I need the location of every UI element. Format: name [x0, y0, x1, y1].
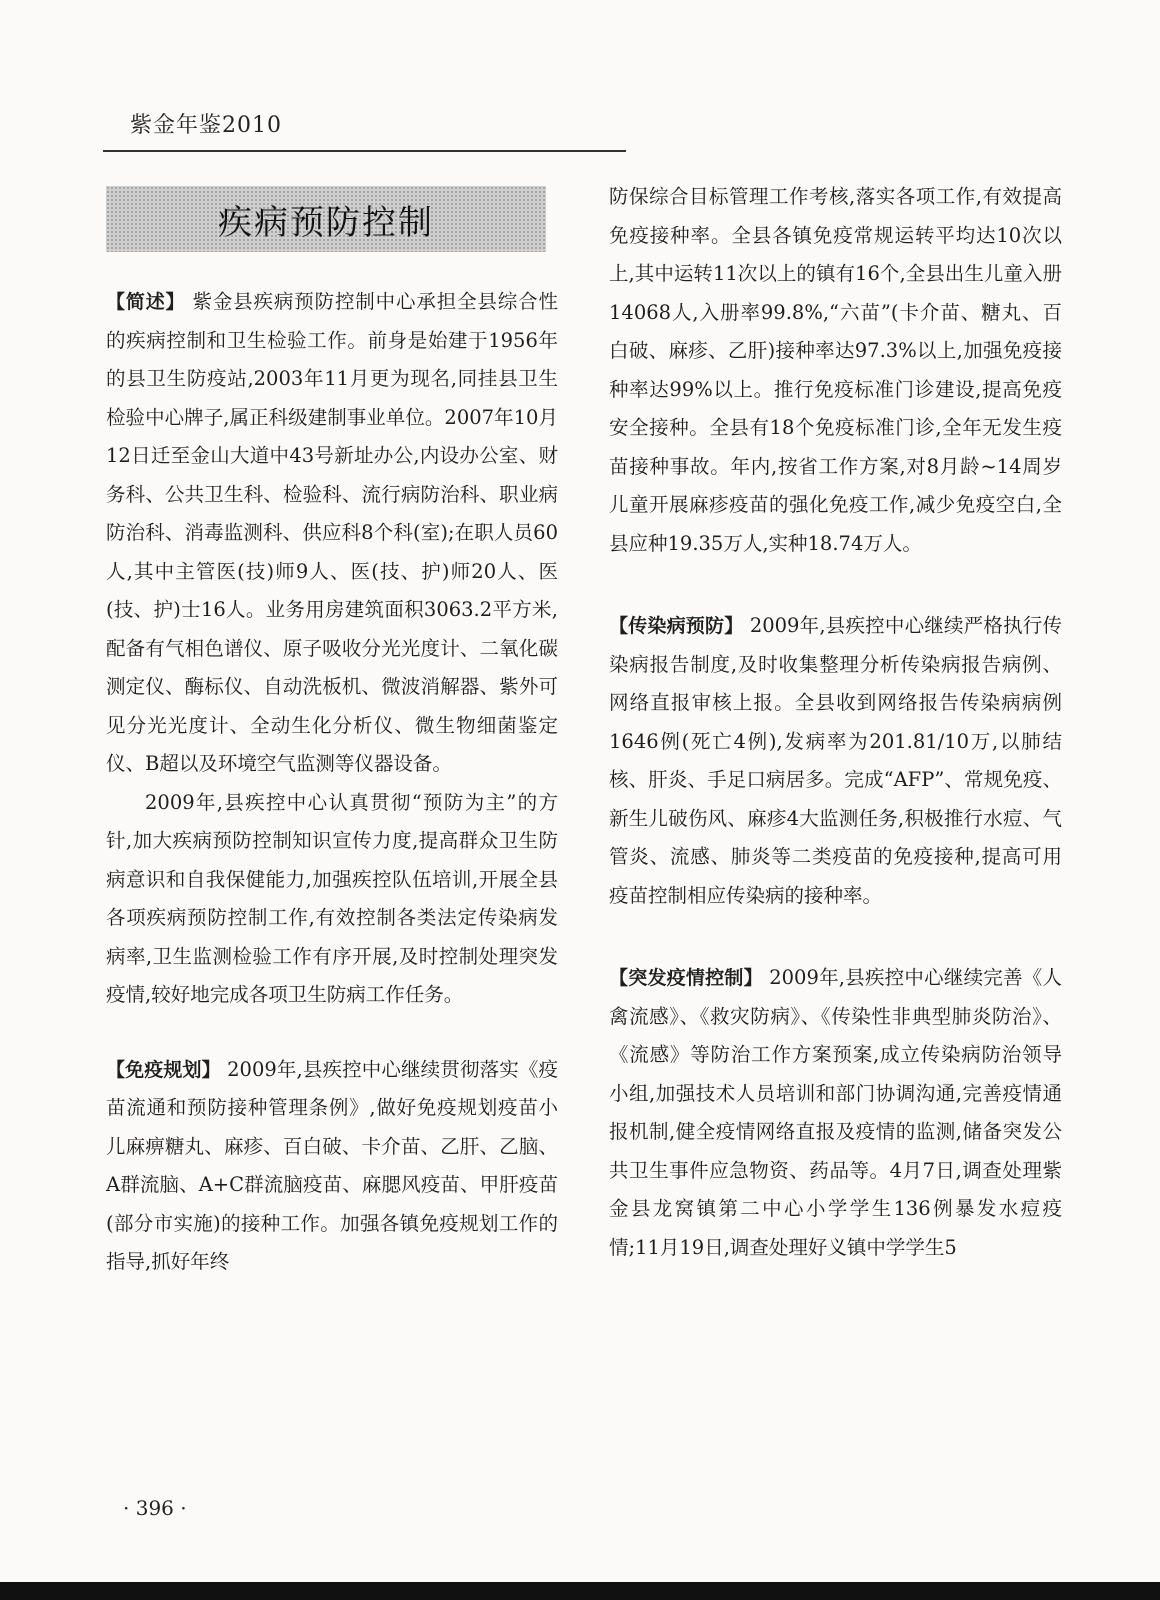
paragraph-summary-2009: 2009年,县疾控中心认真贯彻“预防为主”的方针,加大疾病预防控制知识宣传力度,提高群众卫生防病意识和自我保健能力,加强疾控队伍培训,开展全县各项疾病预防控制工作,有效控制各类法定传染病发病率,卫生监测检验工作有序开展,及时控制处理突发疫情,较好地完成各项卫生防病工作任务。	[106, 790, 558, 1006]
paragraph-immunization-continued: 防保综合目标管理工作考核,落实各项工作,有效提高免疫接种率。全县各镇免疫常规运转平均达10次以上,其中运转11次以上的镇有16个,全县出生儿童入册14068人,入册率99.8%,“六苗”(卡介苗、糖丸、百白破、麻疹、乙肝)接种率达97.3%以上,加强免疫接种率达99%以上。推行免疫标准门诊建设,提高免疫安全接种。全县有18个免疫标准门诊,全年无发生疫苗接种事故。年内,按省工作方案,对8月龄~14周岁儿童开展麻疹疫苗的强化免疫工作,减少免疫空白,全县应种19.35万人,实种18.74万人。	[609, 185, 1062, 555]
infectious-disease-text: 2009年,县疾控中心继续严格执行传染病报告制度,及时收集整理分析传染病报告病例、网络直报审核上报。全县收到网络报告传染病病例1646例(死亡4例),发病率为201.81/10万,以肺结核、肝炎、手足口病居多。完成“AFP”、常规免疫、新生儿破伤风、麻疹4大监测任务,积极推行水痘、气管炎、流感、肺炎等二类疫苗的免疫接种,提高可用疫苗控制相应传染病的接种率。	[609, 614, 1062, 907]
section-title: 疾病预防控制	[218, 202, 434, 243]
section-title-banner	[106, 186, 546, 252]
overview-label: 【简述】	[106, 291, 186, 313]
scan-bottom-edge	[0, 1582, 1160, 1600]
paragraph-overview	[106, 283, 558, 784]
outbreak-control-label: 【突发疫情控制】	[609, 967, 763, 989]
paragraph-immunization	[106, 1051, 558, 1282]
page-number: · 396 ·	[123, 1496, 187, 1520]
overview-text: 紫金县疾病预防控制中心承担全县综合性的疾病控制和卫生检验工作。前身是始建于1956年的县卫生防疫站,2003年11月更为现名,同挂县卫生检验中心牌子,属正科级建制事业单位。2007年10月12日迁至金山大道中43号新址办公,内设办公室、财务科、公共卫生科、检验科、流行病防治科、职业病防治科、消毒监测科、供应科8个科(室);在职人员60人,其中主管医(技)师9人、医(技、护)师20人、医(技、护)士16人。业务用房建筑面积3063.2平方米,配备有气相色谱仪、原子吸收分光光度计、二氧化碳测定仪、酶标仪、自动洗板机、微波消解器、紫外可见分光光度计、全动生化分析仪、微生物细菌鉴定仪、B超以及环境空气监测等仪器设备。	[106, 290, 558, 775]
right-column	[609, 178, 1062, 1267]
left-column	[106, 283, 558, 1282]
immunization-text: 2009年,县疾控中心继续贯彻落实《疫苗流通和预防接种管理条例》,做好免疫规划疫苗小儿麻痹糖丸、麻疹、百白破、卡介苗、乙肝、乙脑、A群流脑、A+C群流脑疫苗、麻腮风疫苗、甲肝疫苗(部分市实施)的接种工作。加强各镇免疫规划工作的指导,抓好年终	[106, 1057, 558, 1273]
paragraph-outbreak-control	[609, 959, 1062, 1267]
infectious-disease-label: 【传染病预防】	[609, 615, 744, 637]
header-rule	[103, 150, 626, 152]
immunization-label: 【免疫规划】	[106, 1058, 221, 1081]
running-header: 紫金年鉴2010	[130, 113, 282, 138]
outbreak-control-text: 2009年,县疾控中心继续完善《人禽流感》、《救灾防病》、《传染性非典型肺炎防治》、《流感》等防治工作方案预案,成立传染病防治领导小组,加强技术人员培训和部门协调沟通,完善疫情通报机制,健全疫情网络直报及疫情的监测,储备突发公共卫生事件应急物资、药品等。4月7日,调查处理紫金县龙窝镇第二中心小学学生136例暴发水痘疫情;11月19日,调查处理好义镇中学学生5	[609, 966, 1062, 1259]
paragraph-infectious-disease	[609, 607, 1062, 915]
